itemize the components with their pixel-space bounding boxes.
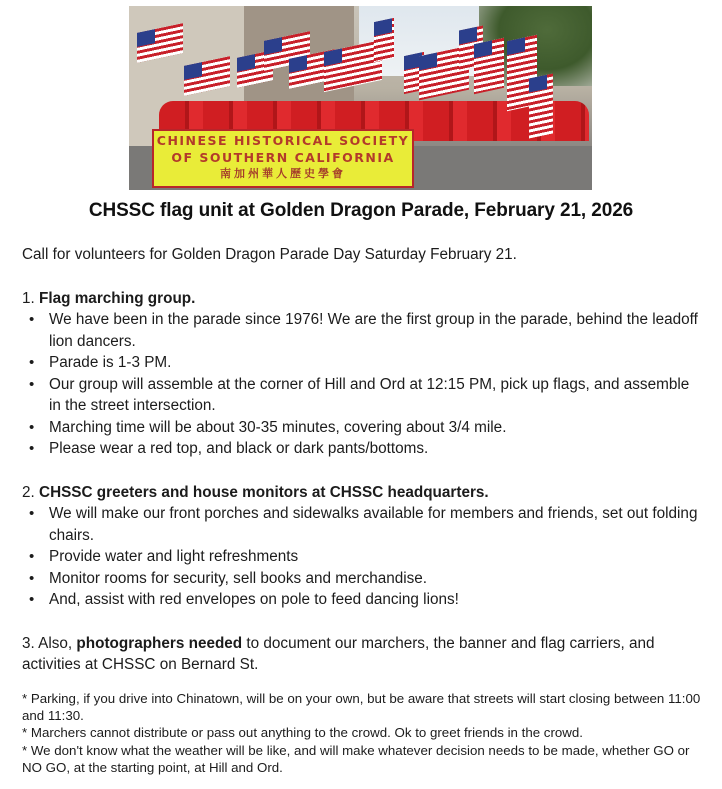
list-item-text: We will make our front porches and sidewalks available for members and friends, set out folding chairs. bbox=[49, 505, 698, 544]
bullet-icon: • bbox=[29, 569, 35, 587]
section-greeters bbox=[22, 482, 702, 611]
intro-text: Call for volunteers for Golden Dragon Parade Day Saturday February 21. bbox=[22, 246, 517, 263]
list-item-text: Marching time will be about 30-35 minutes, covering about 3/4 mile. bbox=[49, 418, 507, 436]
list-item-text: Our group will assemble at the corner of Hill and Ord at 12:15 PM, pick up flags, and assemble in the street intersection. bbox=[49, 375, 690, 414]
bullet-icon: • bbox=[29, 354, 35, 371]
bullet-icon: • bbox=[29, 548, 35, 565]
list-item bbox=[29, 589, 702, 611]
american-flag-icon bbox=[374, 18, 394, 62]
list-item bbox=[29, 352, 702, 374]
american-flag-icon bbox=[529, 73, 553, 138]
section-title: CHSSC greeters and house monitors at CHSSC headquarters. bbox=[39, 483, 489, 501]
list-item-text: We have been in the parade since 1976! We are the first group in the parade, behind the leadoff lion dancers. bbox=[49, 311, 698, 350]
section-number: 1. bbox=[22, 289, 35, 307]
list-item-text: And, assist with red envelopes on pole to feed dancing lions! bbox=[49, 591, 459, 608]
list-item-text: Parade is 1-3 PM. bbox=[49, 354, 172, 371]
note-marchers: * Marchers cannot distribute or pass out anything to the crowd. Ok to greet friends in the crowd. bbox=[22, 725, 583, 741]
bullet-list bbox=[22, 503, 702, 611]
list-item bbox=[29, 309, 702, 352]
list-item bbox=[29, 546, 702, 568]
document-body bbox=[22, 244, 702, 676]
footnotes bbox=[22, 690, 712, 776]
list-item bbox=[29, 374, 702, 417]
note-weather: * We don't know what the weather will be like, and will make whatever decision needs to be made, whether GO or NO GO, at the starting point, at Hill and Ord. bbox=[22, 742, 690, 775]
photographers-prefix: 3. Also, bbox=[22, 634, 77, 652]
banner-line-1: CHINESE HISTORICAL SOCIETY bbox=[156, 133, 410, 148]
section-title: Flag marching group. bbox=[39, 289, 196, 307]
list-item bbox=[29, 438, 702, 460]
bullet-icon: • bbox=[29, 505, 35, 522]
section-heading bbox=[22, 288, 702, 310]
bullet-icon: • bbox=[29, 591, 35, 608]
bullet-list bbox=[22, 309, 702, 460]
list-item-text: Please wear a red top, and black or dark pants/bottoms. bbox=[49, 440, 429, 457]
banner-line-2: OF SOUTHERN CALIFORNIA bbox=[171, 149, 395, 165]
american-flag-icon bbox=[474, 38, 504, 94]
bullet-icon: • bbox=[29, 311, 35, 328]
section-number: 2. bbox=[22, 483, 35, 501]
photographers-bold: photographers needed bbox=[76, 634, 243, 652]
section-flag-marching bbox=[22, 288, 702, 460]
note-parking: * Parking, if you drive into Chinatown, will be on your own, but be aware that streets will start closing between 11:00 and 11:30. bbox=[22, 691, 701, 724]
section-photographers bbox=[22, 633, 702, 676]
list-item-text: Provide water and light refreshments bbox=[49, 548, 299, 565]
list-item-text: Monitor rooms for security, sell books and merchandise. bbox=[49, 569, 428, 587]
parade-photo bbox=[129, 6, 592, 190]
section-heading bbox=[22, 482, 702, 504]
photographers-suffix: to document our marchers, the banner and flag carriers, and activities at CHSSC on Bernard St. bbox=[22, 634, 655, 673]
list-item bbox=[29, 417, 702, 439]
list-item bbox=[29, 568, 702, 590]
bullet-icon: • bbox=[29, 418, 35, 436]
chssc-banner bbox=[152, 129, 414, 188]
bullet-icon: • bbox=[29, 440, 35, 457]
list-item bbox=[29, 503, 702, 546]
banner-line-chinese: 南加州華人歷史學會 bbox=[220, 167, 346, 180]
page-title: CHSSC flag unit at Golden Dragon Parade, February 21, 2026 bbox=[88, 200, 634, 221]
bullet-icon: • bbox=[29, 375, 35, 393]
